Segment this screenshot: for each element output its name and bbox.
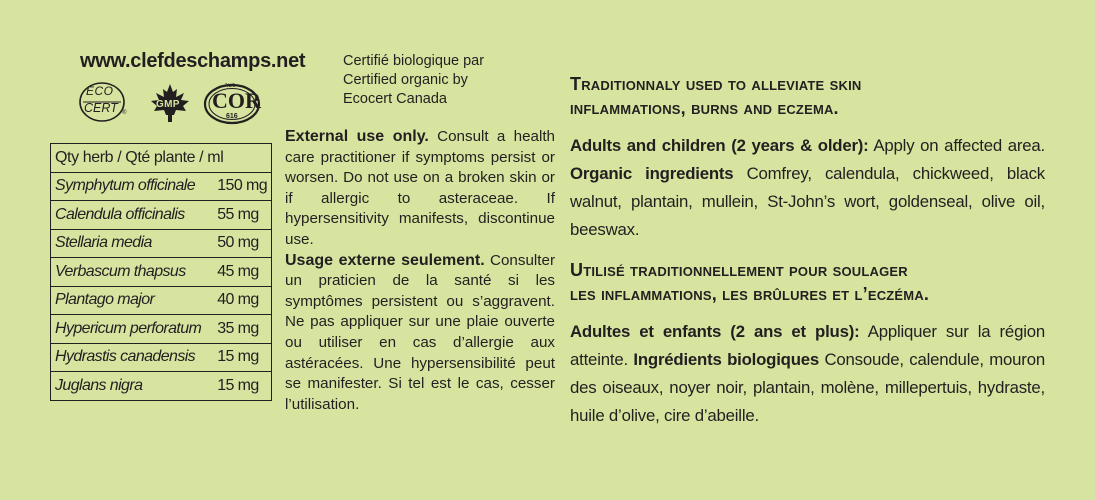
herb-name: Plantago major: [51, 286, 214, 315]
herb-name: Symphytum officinale: [51, 172, 214, 201]
cor-number: 616: [226, 113, 238, 120]
website-url: www.clefdeschamps.net: [80, 50, 306, 72]
herb-name: Calendula officinalis: [51, 201, 214, 230]
herb-name: Hypericum perforatum: [51, 315, 214, 344]
french-ingredients-text: Consoude, calendule, mouron des oiseaux, noyer noir, plantain, molène, millepertuis, hydraste, huile d’olive, cire d’abeille.: [570, 350, 1045, 425]
french-heading-line-1: Utilisé traditionnellement pour soulager: [570, 260, 908, 280]
ecocert-logo-bottom: CERT: [84, 101, 118, 115]
french-ingredients-label: Ingrédients biologiques: [633, 350, 820, 369]
herb-amount: 35 mg: [213, 315, 271, 344]
registered-mark: ®: [122, 110, 127, 116]
english-ingredients-text: Comfrey, calendula, chickweed, black walnut, plantain, mullein, St-John’s wort, goldenseal, olive oil, beeswax.: [570, 164, 1045, 239]
table-row: [51, 372, 272, 401]
english-directions: [570, 132, 1045, 244]
certification-logos: [78, 80, 268, 128]
french-dosage-text: Appliquer sur la région atteinte.: [570, 322, 1045, 369]
herb-name: Juglans nigra: [51, 372, 214, 401]
certification-text: [343, 52, 553, 109]
herb-amount: 15 mg: [213, 372, 271, 401]
table-row: [51, 286, 272, 315]
table-row: [51, 172, 272, 201]
herb-amount: 150 mg: [213, 172, 271, 201]
english-dosage-label: Adults and children (2 years & older):: [570, 136, 869, 155]
gmp-label: GMP: [156, 99, 180, 110]
herb-amount: 45 mg: [213, 258, 271, 287]
herb-amount: 55 mg: [213, 201, 271, 230]
english-ingredients-label: Organic ingredients: [570, 164, 734, 183]
herb-name: Verbascum thapsus: [51, 258, 214, 287]
certification-line-body: Ecocert Canada: [343, 91, 447, 107]
french-heading-line-2: les inflammations, les brûlures et l’eczéma.: [570, 284, 930, 304]
english-heading-line-2: inflammations, burns and eczema.: [570, 98, 839, 118]
warnings-column: [285, 127, 555, 415]
gmp-maple-leaf-logo: [144, 82, 196, 126]
english-heading-line-1: Traditionnaly used to alleviate skin: [570, 74, 862, 94]
table-row: [51, 258, 272, 287]
warning-english: [285, 127, 555, 251]
warning-english-text: Consult a health care practitioner if symptoms persist or worsen. Do not use on a broken skin or if allergic to asteraceae. If hypersensitivity manifests, discontinue use.: [285, 128, 556, 248]
table-row: [51, 315, 272, 344]
certification-line-fr: Certifié biologique par: [343, 53, 485, 69]
english-dosage-text: Apply on affected area.: [873, 136, 1045, 155]
herb-amount: 40 mg: [213, 286, 271, 315]
table-header-row: [51, 144, 272, 173]
herb-quantity-table: [50, 143, 272, 401]
cor-top-label: כשר: [225, 83, 236, 89]
english-heading: [570, 72, 1045, 120]
french-directions: [570, 318, 1045, 430]
herb-amount: 50 mg: [213, 229, 271, 258]
warning-french-text: Consulter un praticien de la santé si les symptômes persistent ou s’aggravent. Ne pas appliquer sur une plaie ouverte ou utiliser en cas d’allergie aux astéracées. Une hypersensibilité peut se manifester. Si tel est le cas, cesser l’utilisation.: [285, 251, 555, 413]
french-heading: [570, 258, 1045, 306]
indications-column: [570, 72, 1045, 430]
cor-kosher-logo: [202, 82, 262, 126]
warning-french: [285, 251, 555, 416]
table-header: Qty herb / Qté plante / ml: [51, 144, 272, 173]
herb-name: Hydrastis canadensis: [51, 343, 214, 372]
certification-line-en: Certified organic by: [343, 72, 468, 88]
french-dosage-label: Adultes et enfants (2 ans et plus):: [570, 322, 860, 341]
warning-english-title: External use only.: [285, 128, 429, 145]
ecocert-logo: [78, 80, 130, 124]
herb-name: Stellaria media: [51, 229, 214, 258]
table-row: [51, 229, 272, 258]
warning-french-title: Usage externe seulement.: [285, 251, 485, 269]
table-row: [51, 343, 272, 372]
cor-label: COR: [212, 88, 261, 113]
herb-amount: 15 mg: [213, 343, 271, 372]
ecocert-logo-top: ECO: [86, 84, 114, 98]
table-row: [51, 201, 272, 230]
